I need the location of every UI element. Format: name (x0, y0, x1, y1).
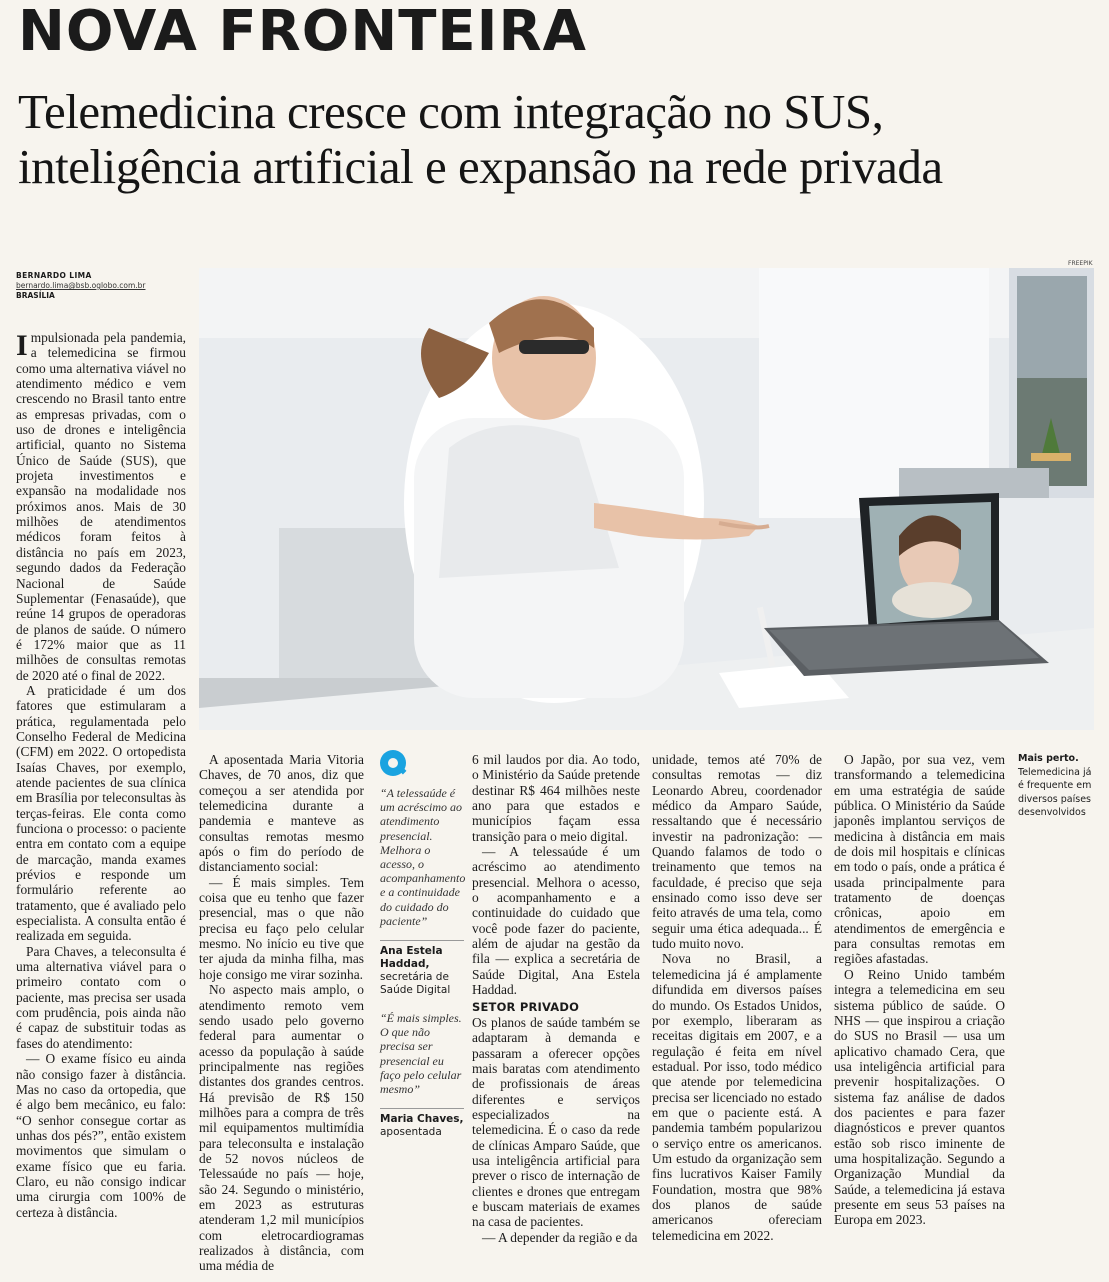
paragraph: — A depender da região e da (482, 1229, 638, 1245)
byline (16, 271, 145, 301)
paragraph: O Japão, por sua vez, vem transformando a telemedicina em uma estratégia de saúde pública. O Ministério da Saúde japonês implantou serviços de medicina à distância em mais de dois mil hospitais e clínicas em todo o país, onde a prática é usada principalmente para tratamento de doenças crônicas, apoio em atendimentos de emergência e para consultas remotas em regiões afastadas. (834, 752, 1005, 967)
pull-quote-text: “É mais simples. O que não precisa ser presencial eu faço pelo celular mesmo” (380, 1011, 462, 1097)
paragraph: Impulsionada pela pandemia, a telemedicina se firmou como uma alternativa viável no atendimento médico e vem crescendo no Brasil tanto entre as empresas privadas, com o uso de drones e inteligência artificial, quanto no Sistema Único de Saúde (SUS), que projeta investimentos e expansão na modalidade nos próximos anos. Mais de 30 milhões de atendimentos médicos foram feitos à distância no país em 2023, segundo dados da Federação Nacional de Saúde Suplementar (Fenasaúde), que reúne 14 grupos de operadoras de planos de saúde. O número é 172% maior que as 11 milhões de consultas remotas de 2020 até o final de 2022. (16, 329, 186, 683)
byline-place: BRASÍLIA (16, 291, 55, 300)
section-subhead: SETOR PRIVADO (472, 999, 580, 1014)
article-photo (199, 268, 1094, 730)
photo-doctor-telemedicine (199, 268, 1094, 730)
pull-quote-role: secretária de Saúde Digital (380, 971, 451, 997)
article-column-2 (199, 752, 364, 1274)
article-column-3 (472, 752, 640, 1245)
caption-text: Telemedicina já é frequente em diversos países desenvolvidos (1018, 766, 1092, 818)
drop-cap: I (16, 329, 28, 362)
photo-caption (1018, 752, 1098, 820)
byline-author: BERNARDO LIMA (16, 271, 92, 280)
pull-quote-name: Ana Estela Haddad, (380, 940, 464, 971)
photo-credit: FREEPIK (1068, 260, 1093, 267)
paragraph: No aspecto mais amplo, o atendimento remoto vem sendo usado pelo governo federal para aumentar o acesso da população à saúde principalmente nas regiões distantes dos grandes centros. Há previsão de R$ 150 milhões para a compra de três mil equipamentos multimídia para teleconsulta e instalação de 52 novos núcleos de Telessaúde no país — hoje, são 24. Segundo o ministério, em 2023 as estruturas atenderam 1,2 mil municípios com eletrocardiogramas realizados à distância, com uma média de (199, 982, 364, 1274)
quote-icon (380, 750, 406, 776)
kicker: NOVA FRONTEIRA (18, 0, 587, 64)
pull-quote-role: aposentada (380, 1126, 442, 1139)
paragraph: Os planos de saúde também se adaptaram à demanda e passaram a oferecer opções mais baratas com atendimento de profissionais de áreas diferentes e serviços especializados na telemedicina. É o caso da rede de clínicas Amparo Saúde, que usa inteligência artificial para prever o risco de internação de clientes e drones que entregam e buscam materiais de exames na casa de pacientes. (472, 1014, 640, 1230)
article-column-1 (16, 330, 186, 1220)
article-column-4 (652, 752, 822, 1243)
paragraph: A praticidade é um dos fatores que estimularam a prática, regulamentada pelo Conselho Federal de Medicina (CFM) em 2022. O ortopedista Isaías Chaves, por exemplo, atende pacientes de sua clínica em Brasília por teleconsultas às terças-feiras. Ele conta como funciona o processo: o paciente entra em contato com a equipe de marcação, manda exames prévios e responde um formulário referente ao tratamento, que é avaliado pelo especialista. A consulta então é realizada em seguida. (16, 682, 186, 944)
paragraph: — A telessaúde é um acréscimo ao atendimento presencial. Melhora o acesso, o acompanhamento e a continuidade do cuidado que você pode fazer do paciente, além de ajudar na gestão da fila — explica a secretária de Saúde Digital, Ana Estela Haddad. (472, 844, 640, 998)
paragraph: — O exame físico eu ainda não consigo fazer à distância. Mas no caso da ortopedia, que é algo bem mecânico, eu falo: “O senhor consegue cortar as unhas dos pés?”, então existem movimentos que simulam o exame físico que eu faria. Claro, eu não consigo indicar uma cirurgia com 100% de certeza à distância. (16, 1051, 186, 1220)
paragraph: O Reino Unido também integra a telemedicina em seu sistema público de saúde. O NHS — que inspirou a criação do SUS no Brasil — usa um aplicativo chamado Cera, que usa inteligência artificial para prevenir hospitalizações. O sistema faz análise de dados dos pacientes e para fazer diagnósticos e prever quantos estão sob risco iminente de uma hospitalização. Segundo a Organização Mundial da Saúde, a telemedicina já estava presente em seus 53 países na Europa em 2023. (834, 966, 1005, 1228)
paragraph: Nova no Brasil, a telemedicina já é amplamente difundida em diversos países do mundo. Os Estados Unidos, por exemplo, liberaram as receitas digitais em 2007, e a regulação é feita em nível estadual. Por isso, todo médico que atende por telemedicina precisa ser licenciado no estado em que o paciente está. A pandemia também popularizou o serviço entre os americanos. Um estudo da organização sem fins lucrativos Kaiser Family Foundation, mostra que 98% dos planos de saúde americanos ofereciam telemedicina em 2022. (652, 951, 822, 1243)
caption-title: Mais perto. (1018, 753, 1079, 764)
paragraph: — É mais simples. Tem coisa que eu tenho que fazer presencial, mas o que não precisa eu faço pelo celular mesmo. No início eu tive que ter ajuda da minha filha, mas hoje consigo me virar sozinha. (199, 874, 364, 982)
paragraph: A aposentada Maria Vitoria Chaves, de 70 anos, diz que começou a ser atendida por telemedicina durante a pandemia e manteve as consultas remotas mesmo após o fim do período de distanciamento social: (199, 752, 364, 875)
pull-quote-name: Maria Chaves, (380, 1108, 464, 1126)
paragraph: unidade, temos até 70% de consultas remotas — diz Leonardo Abreu, coordenador médico da Amparo Saúde, ressaltando que é necessário investir na padronização: — Quando falamos de todo o treinamento que temos na faculdade, é preciso que seja ensinado como isso deve ser feito através de uma tela, como seguir uma ética adequada... É tudo muito novo. (652, 752, 822, 952)
paragraph: Para Chaves, a teleconsulta é uma alternativa viável para o primeiro contato com o paciente, mas precisa ser usada com prudência, pois ainda não é capaz de substituir todas as fases do atendimento: (16, 943, 186, 1051)
byline-email-link[interactable]: bernardo.lima@bsb.oglobo.com.br (16, 281, 146, 290)
article-column-5 (834, 752, 1005, 1228)
pull-quote-text: “A telessaúde é um acréscimo ao atendimento presencial. Melhora o acesso, o acompanhamento e a continuidade do cuidado do paciente” (380, 786, 466, 928)
headline: Telemedicina cresce com integração no SUS, inteligência artificial e expansão na rede privada (18, 84, 943, 194)
paragraph: 6 mil laudos por dia. Ao todo, o Ministério da Saúde pretende destinar R$ 464 milhões neste ano para que estados e municípios façam essa transição para o meio digital. (472, 752, 640, 844)
pull-quotes (380, 750, 464, 1139)
